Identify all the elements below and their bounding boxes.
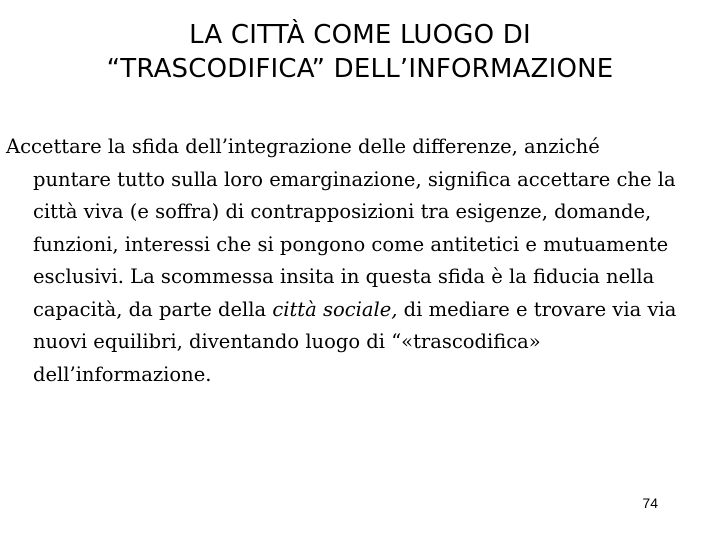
body-line: funzioni, interessi che si pongono come antitetici e mutuamente [33,232,669,256]
body-paragraph [6,131,710,391]
body-text-segment: di mediare e trovare via via [397,297,677,321]
body-line: dell’informazione. [33,362,212,386]
slide-title-line-1: LA CITTÀ COME LUOGO DI [189,20,531,50]
body-line: nuovi equilibri, diventando luogo di “«trascodifica» [33,330,541,353]
slide-title [0,18,720,86]
body-line: Accettare la sfida dell’integrazione delle differenze, anziché [6,135,600,158]
body-line: puntare tutto sulla loro emarginazione, significa accettare che la [33,167,676,191]
page-number: 74 [642,495,658,511]
body-line [6,294,710,327]
emphasized-term: città sociale, [272,297,398,321]
body-line: esclusivi. La scommessa insita in questa sfida è la fiducia nella [33,265,655,288]
body-line: città viva (e soffra) di contrapposizioni tra esigenze, domande, [33,200,652,223]
body-text-segment: capacità, da parte della [33,297,273,321]
slide-title-line-2: “TRASCODIFICA” DELL’INFORMAZIONE [106,54,614,84]
